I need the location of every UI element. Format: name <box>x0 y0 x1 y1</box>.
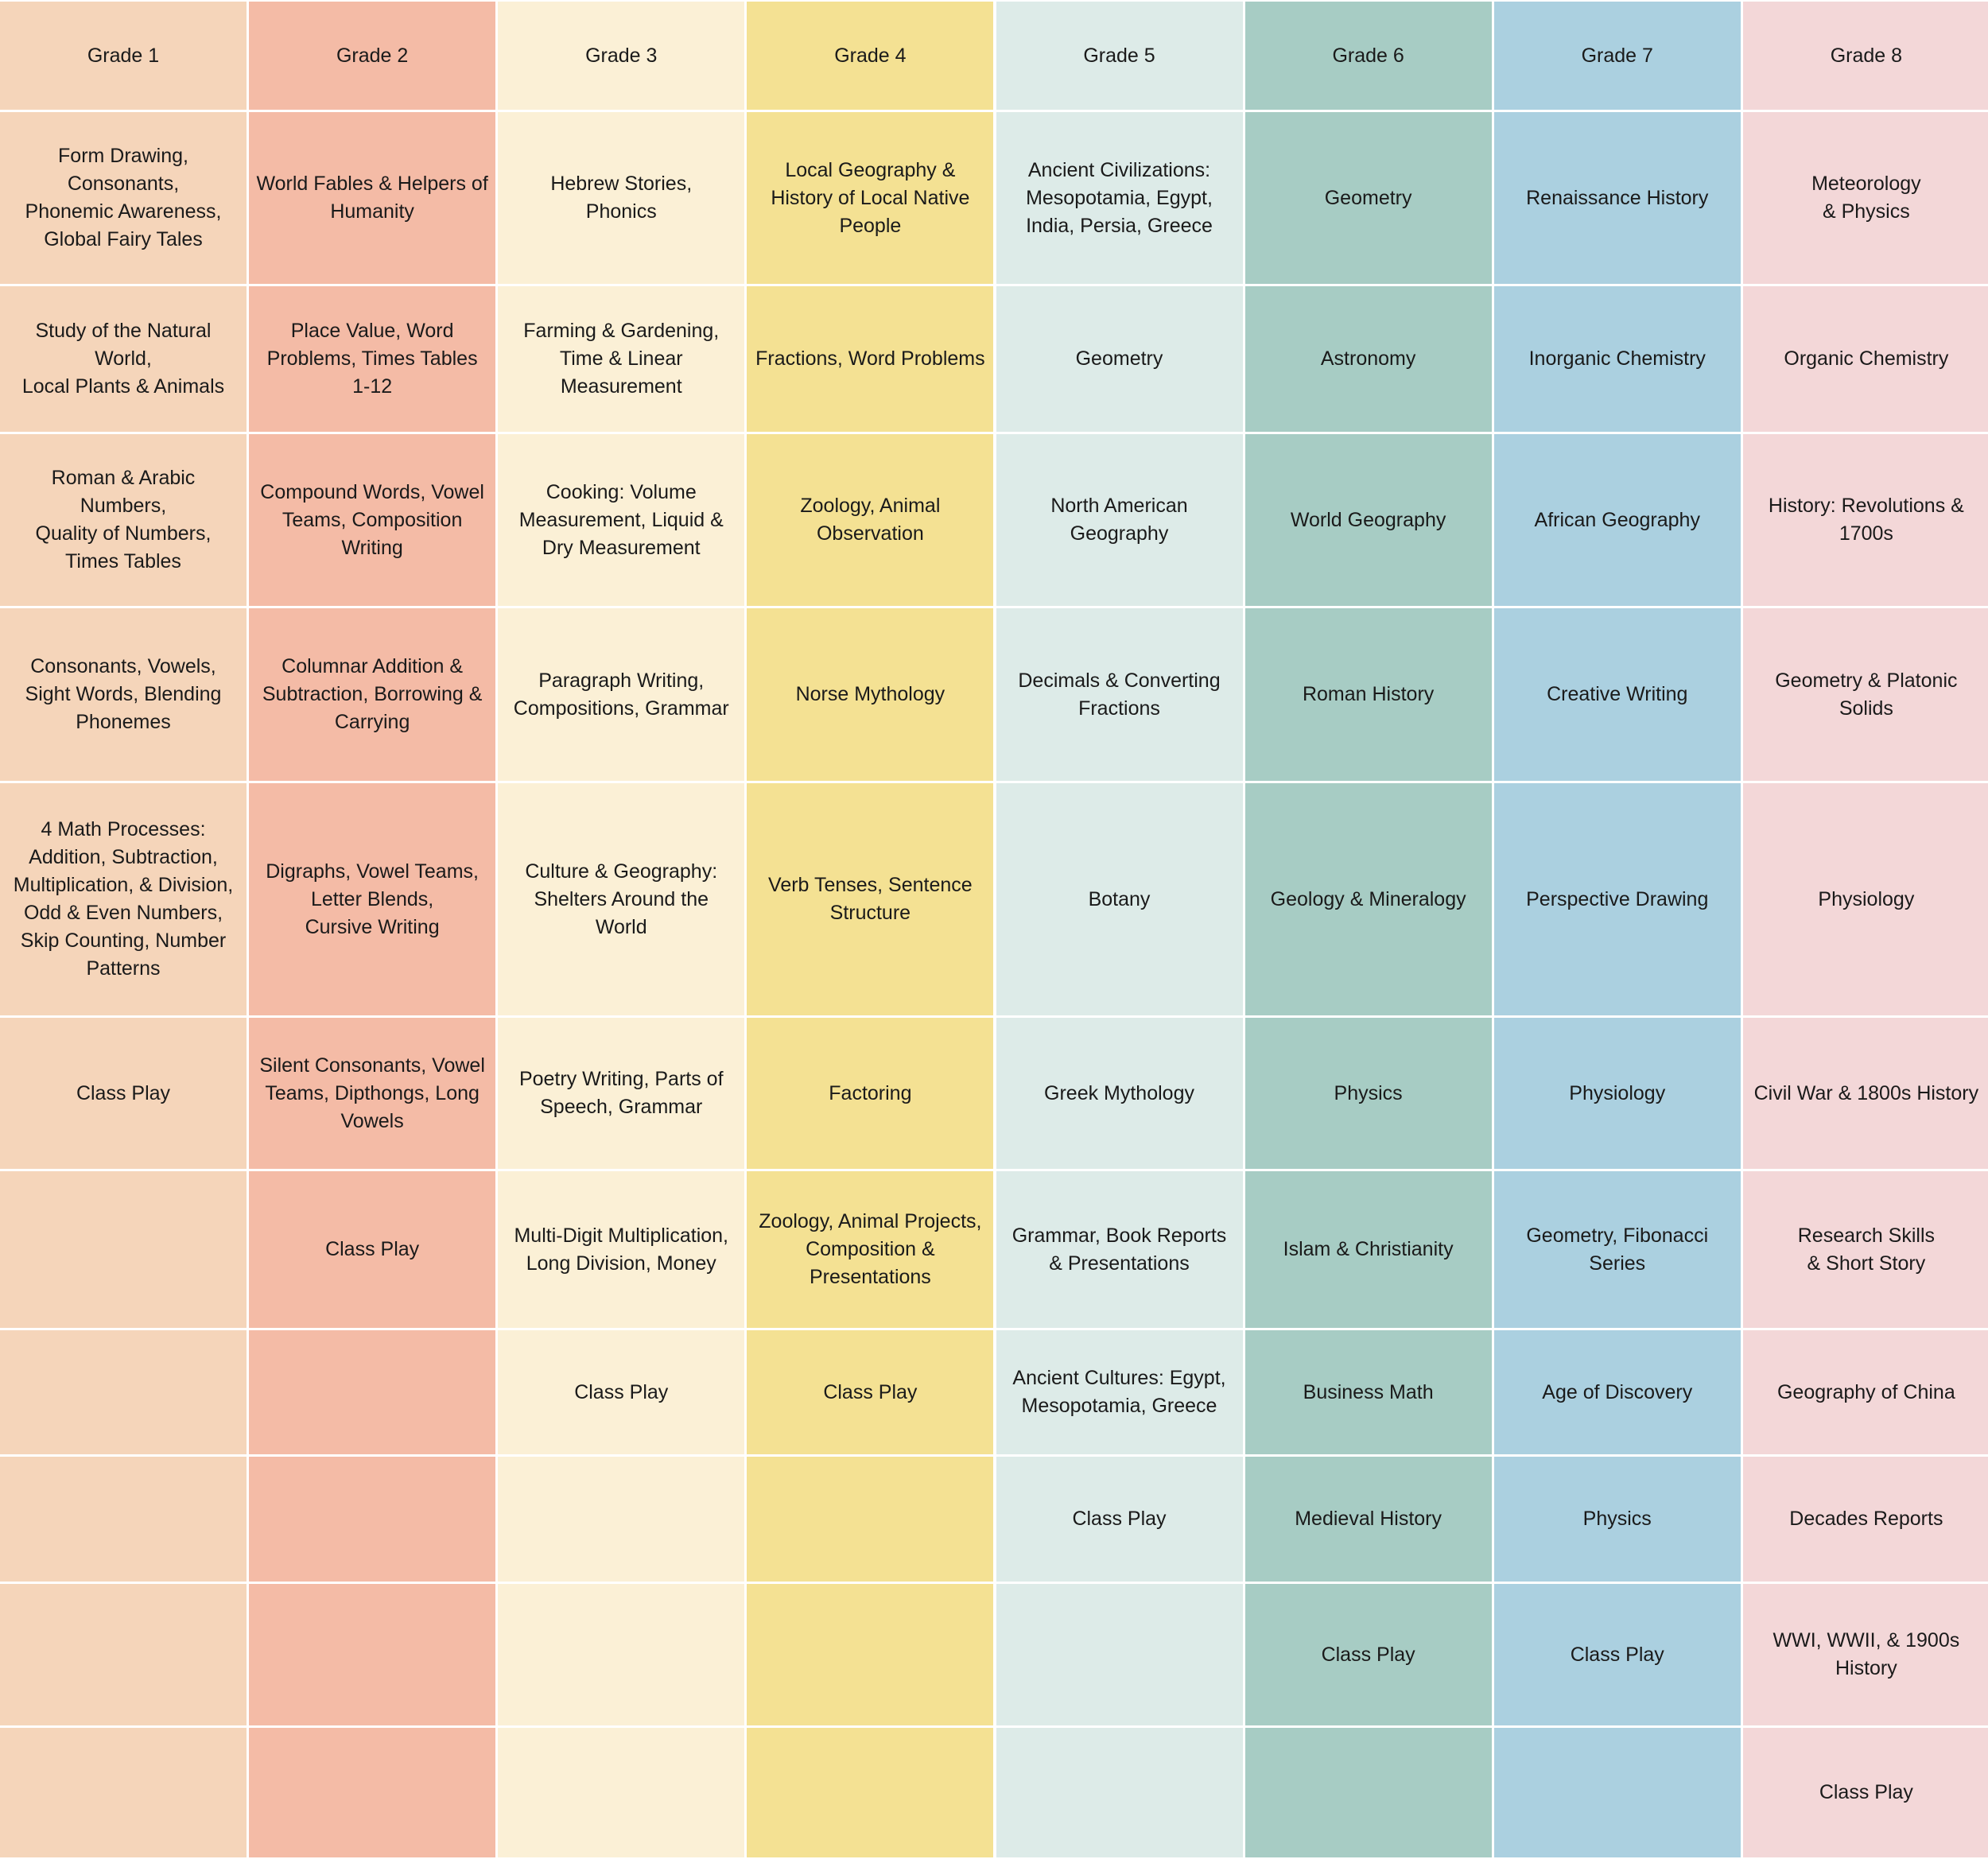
topic-cell: Factoring <box>747 1018 993 1169</box>
topic-cell: North American Geography <box>996 434 1243 606</box>
empty-cell <box>249 1330 495 1454</box>
topic-cell: Decades Reports <box>1743 1457 1988 1582</box>
topic-cell: Civil War & 1800s History <box>1743 1018 1988 1169</box>
topic-cell: Medieval History <box>1245 1457 1492 1582</box>
topic-cell: Zoology, Animal Observation <box>747 434 993 606</box>
topic-cell: World Geography <box>1245 434 1492 606</box>
grade-header: Grade 8 <box>1743 2 1988 110</box>
empty-cell <box>747 1584 993 1725</box>
grade-header: Grade 5 <box>996 2 1243 110</box>
topic-cell: Renaissance History <box>1494 112 1741 284</box>
topic-cell: Hebrew Stories, Phonics <box>498 112 744 284</box>
topic-cell: Research Skills & Short Story <box>1743 1171 1988 1328</box>
topic-cell: Columnar Addition & Subtraction, Borrowing & Carrying <box>249 608 495 781</box>
topic-cell: Digraphs, Vowel Teams, Letter Blends, Cursive Writing <box>249 783 495 1015</box>
topic-cell: Physiology <box>1743 783 1988 1015</box>
empty-cell <box>0 1171 247 1328</box>
empty-cell <box>498 1457 744 1582</box>
grade-header: Grade 2 <box>249 2 495 110</box>
topic-cell: Business Math <box>1245 1330 1492 1454</box>
topic-cell: 4 Math Processes: Addition, Subtraction, Multiplication, & Division, Odd & Even Numbers, Skip Counting, Number Patterns <box>0 783 247 1015</box>
empty-cell <box>0 1330 247 1454</box>
topic-cell: Physics <box>1245 1018 1492 1169</box>
grade-header: Grade 7 <box>1494 2 1741 110</box>
topic-cell: Islam & Christianity <box>1245 1171 1492 1328</box>
grade-header: Grade 3 <box>498 2 744 110</box>
topic-cell: History: Revolutions & 1700s <box>1743 434 1988 606</box>
empty-cell <box>0 1584 247 1725</box>
topic-cell: Class Play <box>249 1171 495 1328</box>
topic-cell: Botany <box>996 783 1243 1015</box>
topic-cell: Compound Words, Vowel Teams, Composition Writing <box>249 434 495 606</box>
topic-cell: Perspective Drawing <box>1494 783 1741 1015</box>
topic-cell: Geometry, Fibonacci Series <box>1494 1171 1741 1328</box>
empty-cell <box>747 1457 993 1582</box>
topic-cell: Multi-Digit Multiplication, Long Division, Money <box>498 1171 744 1328</box>
topic-cell: Ancient Civilizations: Mesopotamia, Egypt, India, Persia, Greece <box>996 112 1243 284</box>
topic-cell: Culture & Geography: Shelters Around the World <box>498 783 744 1015</box>
topic-cell: Geology & Mineralogy <box>1245 783 1492 1015</box>
topic-cell: Class Play <box>996 1457 1243 1582</box>
topic-cell: Local Geography & History of Local Native People <box>747 112 993 284</box>
empty-cell <box>498 1584 744 1725</box>
empty-cell <box>996 1728 1243 1857</box>
topic-cell: Decimals & Converting Fractions <box>996 608 1243 781</box>
topic-cell: Class Play <box>0 1018 247 1169</box>
topic-cell: Geometry & Platonic Solids <box>1743 608 1988 781</box>
topic-cell: Fractions, Word Problems <box>747 286 993 432</box>
topic-cell: Meteorology & Physics <box>1743 112 1988 284</box>
topic-cell: Greek Mythology <box>996 1018 1243 1169</box>
topic-cell: Physiology <box>1494 1018 1741 1169</box>
empty-cell <box>1245 1728 1492 1857</box>
empty-cell <box>0 1457 247 1582</box>
topic-cell: Norse Mythology <box>747 608 993 781</box>
topic-cell: Class Play <box>498 1330 744 1454</box>
topic-cell: Place Value, Word Problems, Times Tables 1-12 <box>249 286 495 432</box>
topic-cell: Creative Writing <box>1494 608 1741 781</box>
topic-cell: Silent Consonants, Vowel Teams, Dipthongs, Long Vowels <box>249 1018 495 1169</box>
topic-cell: Inorganic Chemistry <box>1494 286 1741 432</box>
topic-cell: Organic Chemistry <box>1743 286 1988 432</box>
topic-cell: Age of Discovery <box>1494 1330 1741 1454</box>
grade-header: Grade 6 <box>1245 2 1492 110</box>
empty-cell <box>249 1584 495 1725</box>
empty-cell <box>0 1728 247 1857</box>
topic-cell: Geography of China <box>1743 1330 1988 1454</box>
topic-cell: Class Play <box>1494 1584 1741 1725</box>
topic-cell: Cooking: Volume Measurement, Liquid & Dry Measurement <box>498 434 744 606</box>
empty-cell <box>249 1457 495 1582</box>
empty-cell <box>747 1728 993 1857</box>
topic-cell: African Geography <box>1494 434 1741 606</box>
topic-cell: World Fables & Helpers of Humanity <box>249 112 495 284</box>
grade-header: Grade 4 <box>747 2 993 110</box>
topic-cell: Geometry <box>1245 112 1492 284</box>
topic-cell: Geometry <box>996 286 1243 432</box>
empty-cell <box>1494 1728 1741 1857</box>
topic-cell: Poetry Writing, Parts of Speech, Grammar <box>498 1018 744 1169</box>
topic-cell: Class Play <box>747 1330 993 1454</box>
topic-cell: Ancient Cultures: Egypt, Mesopotamia, Greece <box>996 1330 1243 1454</box>
empty-cell <box>498 1728 744 1857</box>
topic-cell: Class Play <box>1245 1584 1492 1725</box>
topic-cell: Farming & Gardening, Time & Linear Measurement <box>498 286 744 432</box>
topic-cell: Roman & Arabic Numbers, Quality of Numbers, Times Tables <box>0 434 247 606</box>
topic-cell: WWI, WWII, & 1900s History <box>1743 1584 1988 1725</box>
topic-cell: Verb Tenses, Sentence Structure <box>747 783 993 1015</box>
topic-cell: Form Drawing, Consonants, Phonemic Awareness, Global Fairy Tales <box>0 112 247 284</box>
topic-cell: Roman History <box>1245 608 1492 781</box>
topic-cell: Class Play <box>1743 1728 1988 1857</box>
topic-cell: Astronomy <box>1245 286 1492 432</box>
topic-cell: Consonants, Vowels, Sight Words, Blending Phonemes <box>0 608 247 781</box>
grade-header: Grade 1 <box>0 2 247 110</box>
topic-cell: Grammar, Book Reports & Presentations <box>996 1171 1243 1328</box>
topic-cell: Zoology, Animal Projects, Composition & Presentations <box>747 1171 993 1328</box>
topic-cell: Physics <box>1494 1457 1741 1582</box>
empty-cell <box>996 1584 1243 1725</box>
empty-cell <box>249 1728 495 1857</box>
topic-cell: Study of the Natural World, Local Plants & Animals <box>0 286 247 432</box>
topic-cell: Paragraph Writing, Compositions, Grammar <box>498 608 744 781</box>
